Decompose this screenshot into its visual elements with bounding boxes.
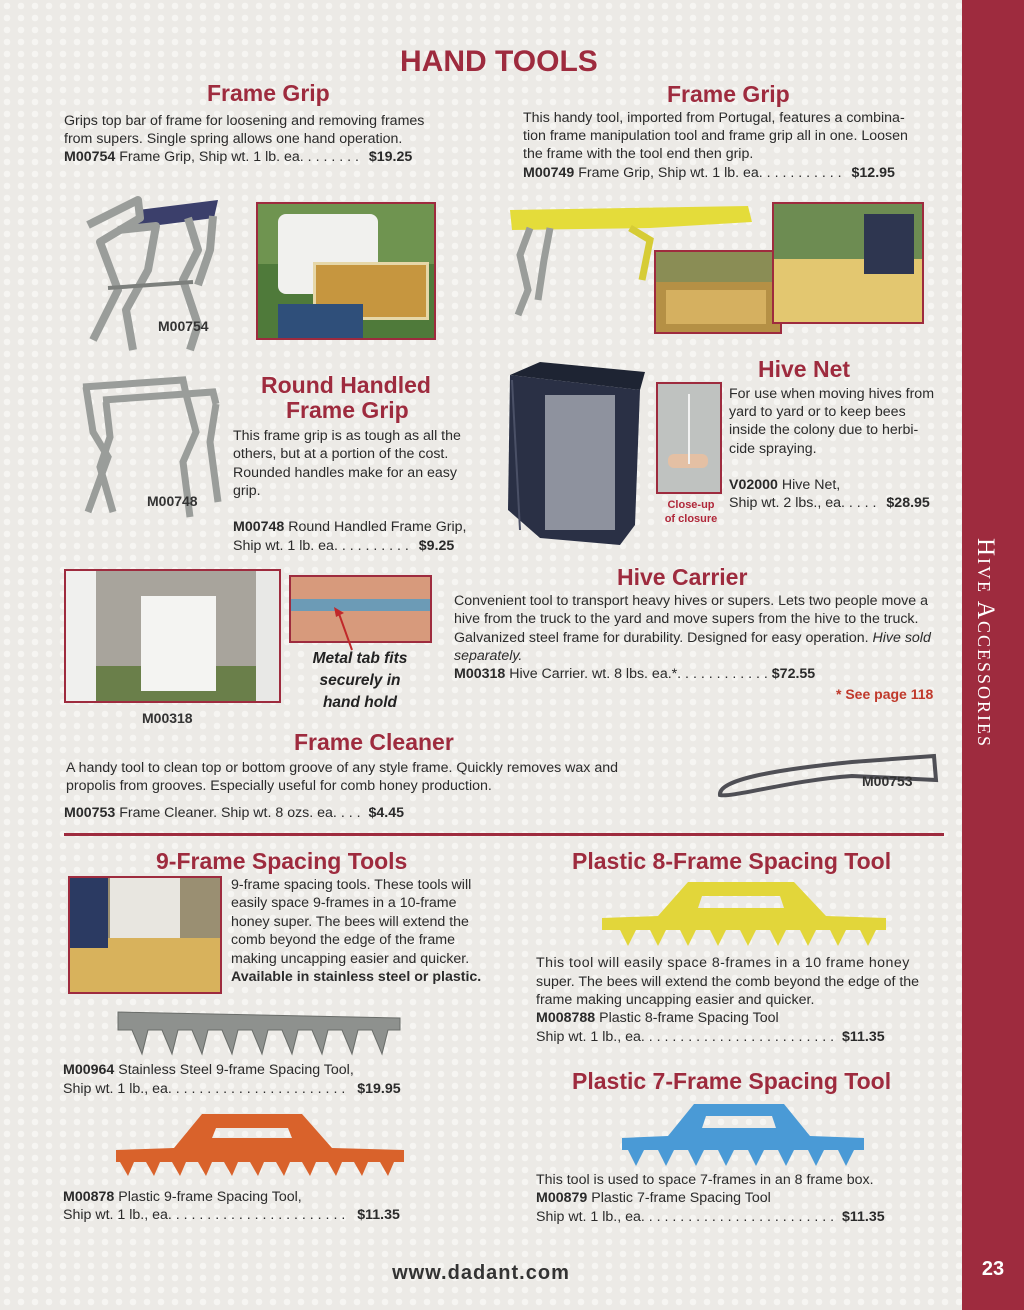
hive-carrier-caption [295,648,425,714]
hive-net-desc-2: yard to yard or to keep bees [729,404,906,420]
frame-grip-2-title: Frame Grip [667,81,790,107]
yellow-spacing-tool-image [598,878,890,950]
round-grip-desc-1: This frame grip is as tough as all the [233,428,461,444]
hive-carrier-tab-photo [289,575,432,643]
nine-frame-desc-1: 9-frame spacing tools. These tools will [231,877,472,893]
price: $72.55 [771,666,816,682]
nine-frame-desc-2: easily space 9-frames in a 10-frame [231,895,457,911]
eight-frame-order-2 [536,1028,885,1047]
order-text-2: Ship wt. 2 lbs., ea. . . . . [729,495,877,511]
order-text-2: Ship wt. 1 lb., ea. . . . . . . . . . . . . . . . . . . . . . . [63,1207,346,1223]
seven-frame-order [536,1189,771,1208]
closeup-caption [660,498,722,526]
frame-cleaner-order [64,804,404,823]
eight-frame-desc-2: super. The bees will extend the comb beyond the edge of the [536,974,920,990]
sku: M008788 [536,1010,596,1026]
hive-carrier-order [454,665,815,684]
hive-net-desc-3: inside the colony due to herbi- [729,422,919,438]
eight-frame-desc-3: frame making uncapping easier and quicker. [536,992,815,1008]
price: $28.95 [886,495,930,511]
frame-grip-desc-1: Grips top bar of frame for loosening and removing frames [64,113,425,129]
frame-grip-title: Frame Grip [207,80,330,106]
hive-net-image [500,360,648,550]
price: $19.25 [368,149,413,165]
caption-line-3: hand hold [322,694,398,711]
footer-url[interactable]: www.dadant.com [392,1262,570,1284]
orange-spacing-order-2 [63,1206,400,1225]
section-divider [64,833,944,836]
frame-grip-desc-2: from supers. Single spring allows one hand operation. [64,131,403,147]
order-text: Plastic 7-frame Spacing Tool [591,1190,771,1206]
hive-carrier-title: Hive Carrier [617,564,748,590]
sku: M00749 [523,165,575,181]
desc-3-text: Galvanized steel frame for durability. Designed for easy operation. [454,630,869,646]
frame-cleaner-image-label: M00753 [862,773,913,789]
page-number: 23 [981,1258,1005,1280]
price: $11.35 [842,1209,885,1225]
sku: M00318 [454,666,506,682]
sku: M00964 [63,1062,115,1078]
page-title: HAND TOOLS [400,45,598,78]
steel-spacing-tool-image [112,1008,404,1060]
desc-4-italic: separately. [454,648,523,664]
order-text: Round Handled Frame Grip, [288,519,467,535]
closeup-caption-2: of closure [664,513,718,525]
frame-cleaner-desc-1: A handy tool to clean top or bottom groove of any style frame. Quickly removes wax and [66,760,619,776]
hive-carrier-desc-4 [454,647,522,666]
frame-cleaner-title: Frame Cleaner [294,729,454,755]
order-text: Plastic 9-frame Spacing Tool, [118,1189,302,1205]
order-text: Frame Grip, Ship wt. 1 lb. ea. . . . . . . . . . . [578,165,842,181]
hive-net-title: Hive Net [758,356,851,382]
round-grip-desc-2: others, but at a portion of the cost. [233,446,449,462]
hive-net-desc-1: For use when moving hives from [729,386,935,402]
hive-net-order-2 [729,494,930,513]
orange-spacing-tool-image [112,1108,408,1180]
order-text: Frame Grip, Ship wt. 1 lb. ea. . . . . . . . [119,149,359,165]
round-grip-order [233,518,466,537]
price: $12.95 [851,165,895,181]
hive-carrier-desc-1: Convenient tool to transport heavy hives or supers. Lets two people move a [454,593,928,609]
order-text-2: Ship wt. 1 lb., ea. . . . . . . . . . . . . . . . . . . . . . . [63,1081,346,1097]
nine-frame-photo [68,876,222,994]
caption-line-1: Metal tab fits [312,650,408,667]
see-page-note: * See page 118 [836,686,934,702]
eight-frame-order [536,1009,779,1028]
blue-spacing-tool-image [618,1100,868,1170]
order-text: Plastic 8-frame Spacing Tool [599,1010,779,1026]
frame-cleaner-desc-2: propolis from grooves. Especially useful for comb honey production. [66,778,492,794]
seven-frame-title: Plastic 7-Frame Spacing Tool [572,1068,892,1094]
order-text-2: Ship wt. 1 lb., ea. . . . . . . . . . . . . . . . . . . . . . . . . [536,1209,835,1225]
frame-grip-2-photo-a [654,250,782,334]
nine-frame-desc-4: comb beyond the edge of the frame [231,932,455,948]
hive-net-order [729,476,840,495]
order-text-2: Ship wt. 1 lb., ea. . . . . . . . . . . . . . . . . . . . . . . . . [536,1029,835,1045]
frame-grip-2-desc-3: the frame with the tool end then grip. [523,146,754,162]
sku: M00754 [64,149,116,165]
frame-grip-order [64,148,412,167]
price: $11.35 [357,1207,400,1223]
round-grip-title-1: Round Handled [261,372,431,398]
round-grip-desc-3: Rounded handles make for an easy [233,465,457,481]
frame-grip-2-desc-2: tion frame manipulation tool and frame grip all in one. Loosen [523,128,908,144]
orange-spacing-order [63,1188,302,1207]
hive-carrier-desc-2: hive from the truck to the yard and move supers from the hive to the truck. [454,611,919,627]
price: $9.25 [418,538,455,554]
frame-grip-2-photo-b [772,202,924,324]
hive-carrier-image-label: M00318 [142,710,193,726]
round-grip-title-2: Frame Grip [286,397,409,423]
steel-spacing-order [63,1061,354,1080]
desc-3-italic: Hive sold [872,630,931,646]
round-grip-image-label: M00748 [147,493,198,509]
price: $19.95 [357,1081,401,1097]
round-grip-desc-4: grip. [233,483,261,499]
eight-frame-desc-1: This tool will easily space 8-frames in a 10 frame honey [536,955,910,971]
sidebar-label: Hive Accessories [972,537,999,748]
sku: M00878 [63,1189,115,1205]
nine-frame-desc-3: honey super. The bees will extend the [231,914,469,930]
round-grip-order-2 [233,537,454,556]
sku: V02000 [729,477,778,493]
order-text: Frame Cleaner. Ship wt. 8 ozs. ea. . . . [119,805,361,821]
nine-frame-desc-5: making uncapping easier and quicker. [231,951,470,967]
frame-grip-photo [256,202,436,340]
sku: M00879 [536,1190,588,1206]
sku: M00753 [64,805,116,821]
frame-grip-image-label: M00754 [158,318,209,334]
price: $4.45 [368,805,404,821]
hive-net-desc-4: cide spraying. [729,441,817,457]
caption-line-2: securely in [319,672,401,689]
nine-frame-desc-6: Available in stainless steel or plastic. [231,969,482,985]
order-text: Hive Carrier. wt. 8 lbs. ea.*. . . . . . . . . . . . [509,666,768,682]
order-text: Stainless Steel 9-frame Spacing Tool, [118,1062,354,1078]
order-text-2: Ship wt. 1 lb. ea. . . . . . . . . . [233,538,409,554]
nine-frame-title: 9-Frame Spacing Tools [156,848,408,874]
seven-frame-order-2 [536,1208,885,1227]
frame-grip-2-order [523,164,895,183]
hive-carrier-desc-3 [454,629,931,648]
closeup-caption-1: Close-up [667,499,715,511]
price: $11.35 [842,1029,885,1045]
steel-spacing-order-2 [63,1080,401,1099]
hive-carrier-photo [64,569,281,703]
sku: M00748 [233,519,285,535]
frame-grip-2-desc-1: This handy tool, imported from Portugal, features a combina- [523,110,905,126]
seven-frame-desc-1: This tool is used to space 7-frames in an 8 frame box. [536,1172,874,1188]
eight-frame-title: Plastic 8-Frame Spacing Tool [572,848,892,874]
order-text: Hive Net, [781,477,841,493]
hive-net-closeup [656,382,722,494]
